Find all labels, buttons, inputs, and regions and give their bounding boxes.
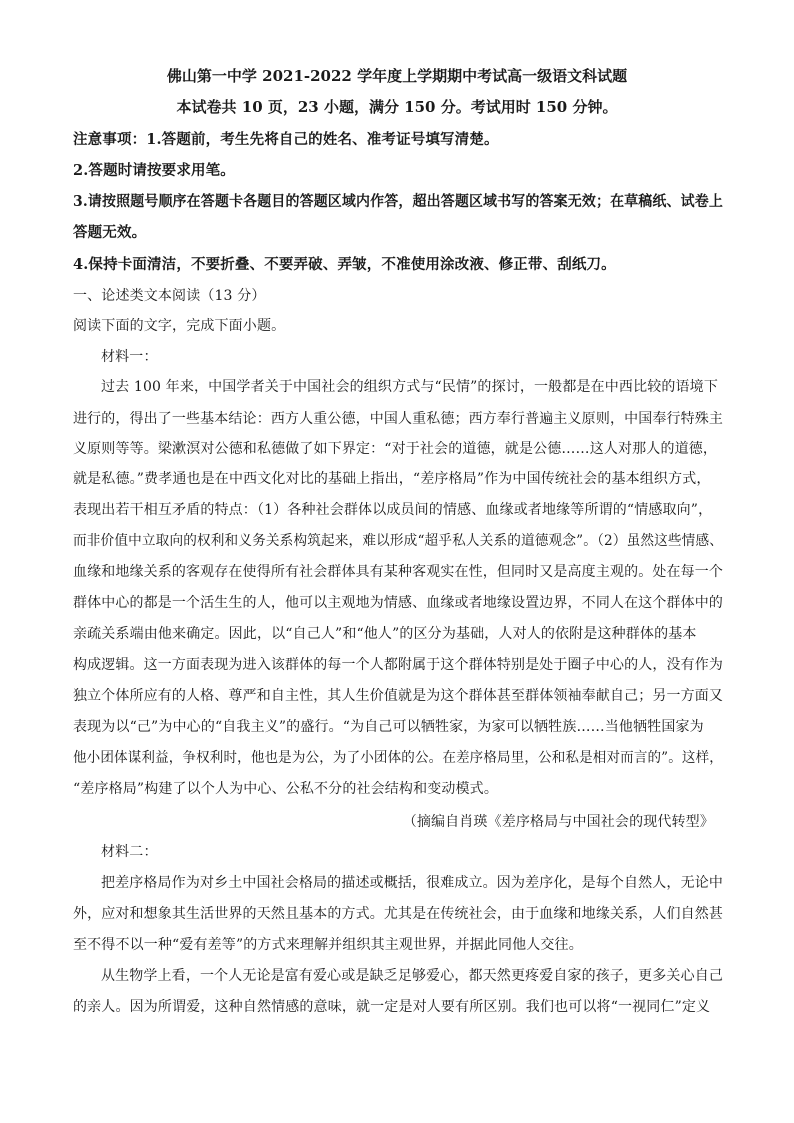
paragraph-line: 他小团体谋利益，争权利时，他也是为公，为了小团体的公。在差序格局里，公和私是相对而言的”。这样， [73,750,723,766]
paragraph-line: 独立个体所应有的人格、尊严和自主性，其人生价值就是为这个群体甚至群体领袖奉献自己；另一方面又 [73,688,723,704]
exam-title: 佛山第一中学 2021-2022 学年度上学期期中考试高一级语文科试题 [166,67,628,85]
paragraph-line: 群体中心的都是一个活生生的人，他可以主观地为情感、血缘或者地缘设置边界，不同人在这个群体中的 [73,595,723,611]
material-source: （摘编自肖瑛《差序格局与中国社会的现代转型》 [402,814,714,830]
exam-subtitle: 本试卷共 10 页，23 小题，满分 150 分。考试用时 150 分钟。 [176,98,618,116]
material-label: 材料一： [101,349,158,365]
paragraph-line: 义原则等等。梁漱溟对公德和私德做了如下界定：“对于社会的道德，就是公德……这人对那人的道德， [73,441,718,457]
paragraph-line: 把差序格局作为对乡土中国社会格局的描述或概括，很难成立。因为差序化，是每个自然人，无论中 [101,875,723,891]
notice-line: 3.请按照题号顺序在答题卡各题目的答题区域内作答，超出答题区域书写的答案无效；在草稿纸、试卷上 [73,193,723,210]
paragraph-line: 亲疏关系端由他来确定。因此，以“自己人”和“他人”的区分为基础，人对人的依附是这种群体的基本 [73,626,697,642]
paragraph-line: 的亲人。因为所谓爱，这种自然情感的意味，就一定是对人要有所区别。我们也可以将“一视同仁”定义 [73,999,711,1015]
paragraph-line: 表现为以“己”为中心的“自我主义”的盛行。“为自己可以牺牲家，为家可以牺牲族……当他牺牲国家为 [73,719,704,735]
notice-line: 2.答题时请按要求用笔。 [73,162,235,179]
notice-line: 答题无效。 [73,224,147,241]
paragraph-line: 就是私德。”费孝通也是在中西文化对比的基础上指出，“差序格局”作为中国传统社会的基本组织方式， [73,471,711,487]
paragraph-line: 表现出若干相互矛盾的特点：（1）各种社会群体以成员间的情感、血缘或者地缘等所谓的“情感取向”， [73,502,713,518]
notice-line: 注意事项：1.答题前，考生先将自己的姓名、准考证号填写清楚。 [73,131,499,148]
notice-line: 4.保持卡面清洁，不要折叠、不要弄破、弄皱，不准使用涂改液、修正带、刮纸刀。 [73,256,616,273]
paragraph-line: 构成逻辑。这一方面表现为进入该群体的每一个人都附属于这个群体特别是处于圈子中心的人，没有作为 [73,657,723,673]
material-label: 材料二： [101,844,158,860]
section-instruction: 阅读下面的文字，完成下面小题。 [73,318,286,334]
paragraph-line: 而非价值中立取向的权利和义务关系构筑起来，难以形成“超乎私人关系的道德观念”。（2）虽然这些情感、 [73,533,724,549]
paragraph-line: 过去 100 年来，中国学者关于中国社会的组织方式与“民情”的探讨，一般都是在中西比较的语境下 [101,379,718,395]
paragraph-line: 至不得不以一种“爱有差等”的方式来理解并组织其主观世界，并据此同他人交往。 [73,937,583,953]
paragraph-line: 进行的，得出了一些基本结论：西方人重公德，中国人重私德；西方奉行普遍主义原则，中国奉行特殊主 [73,411,723,427]
paragraph-line: 从生物学上看，一个人无论是富有爱心或是缺乏足够爱心，都天然更疼爱自家的孩子，更多关心自己 [101,968,723,984]
paragraph-line: 外，应对和想象其生活世界的天然且基本的方式。尤其是在传统社会，由于血缘和地缘关系，人们自然甚 [73,906,723,922]
paragraph-line: “差序格局”构建了以个人为中心、公私不分的社会结构和变动模式。 [73,781,498,797]
section-heading: 一、论述类文本阅读（13 分） [73,288,266,304]
paragraph-line: 血缘和地缘关系的客观存在使得所有社会群体具有某种客观实在性，但同时又是高度主观的。处在每一个 [73,564,723,580]
